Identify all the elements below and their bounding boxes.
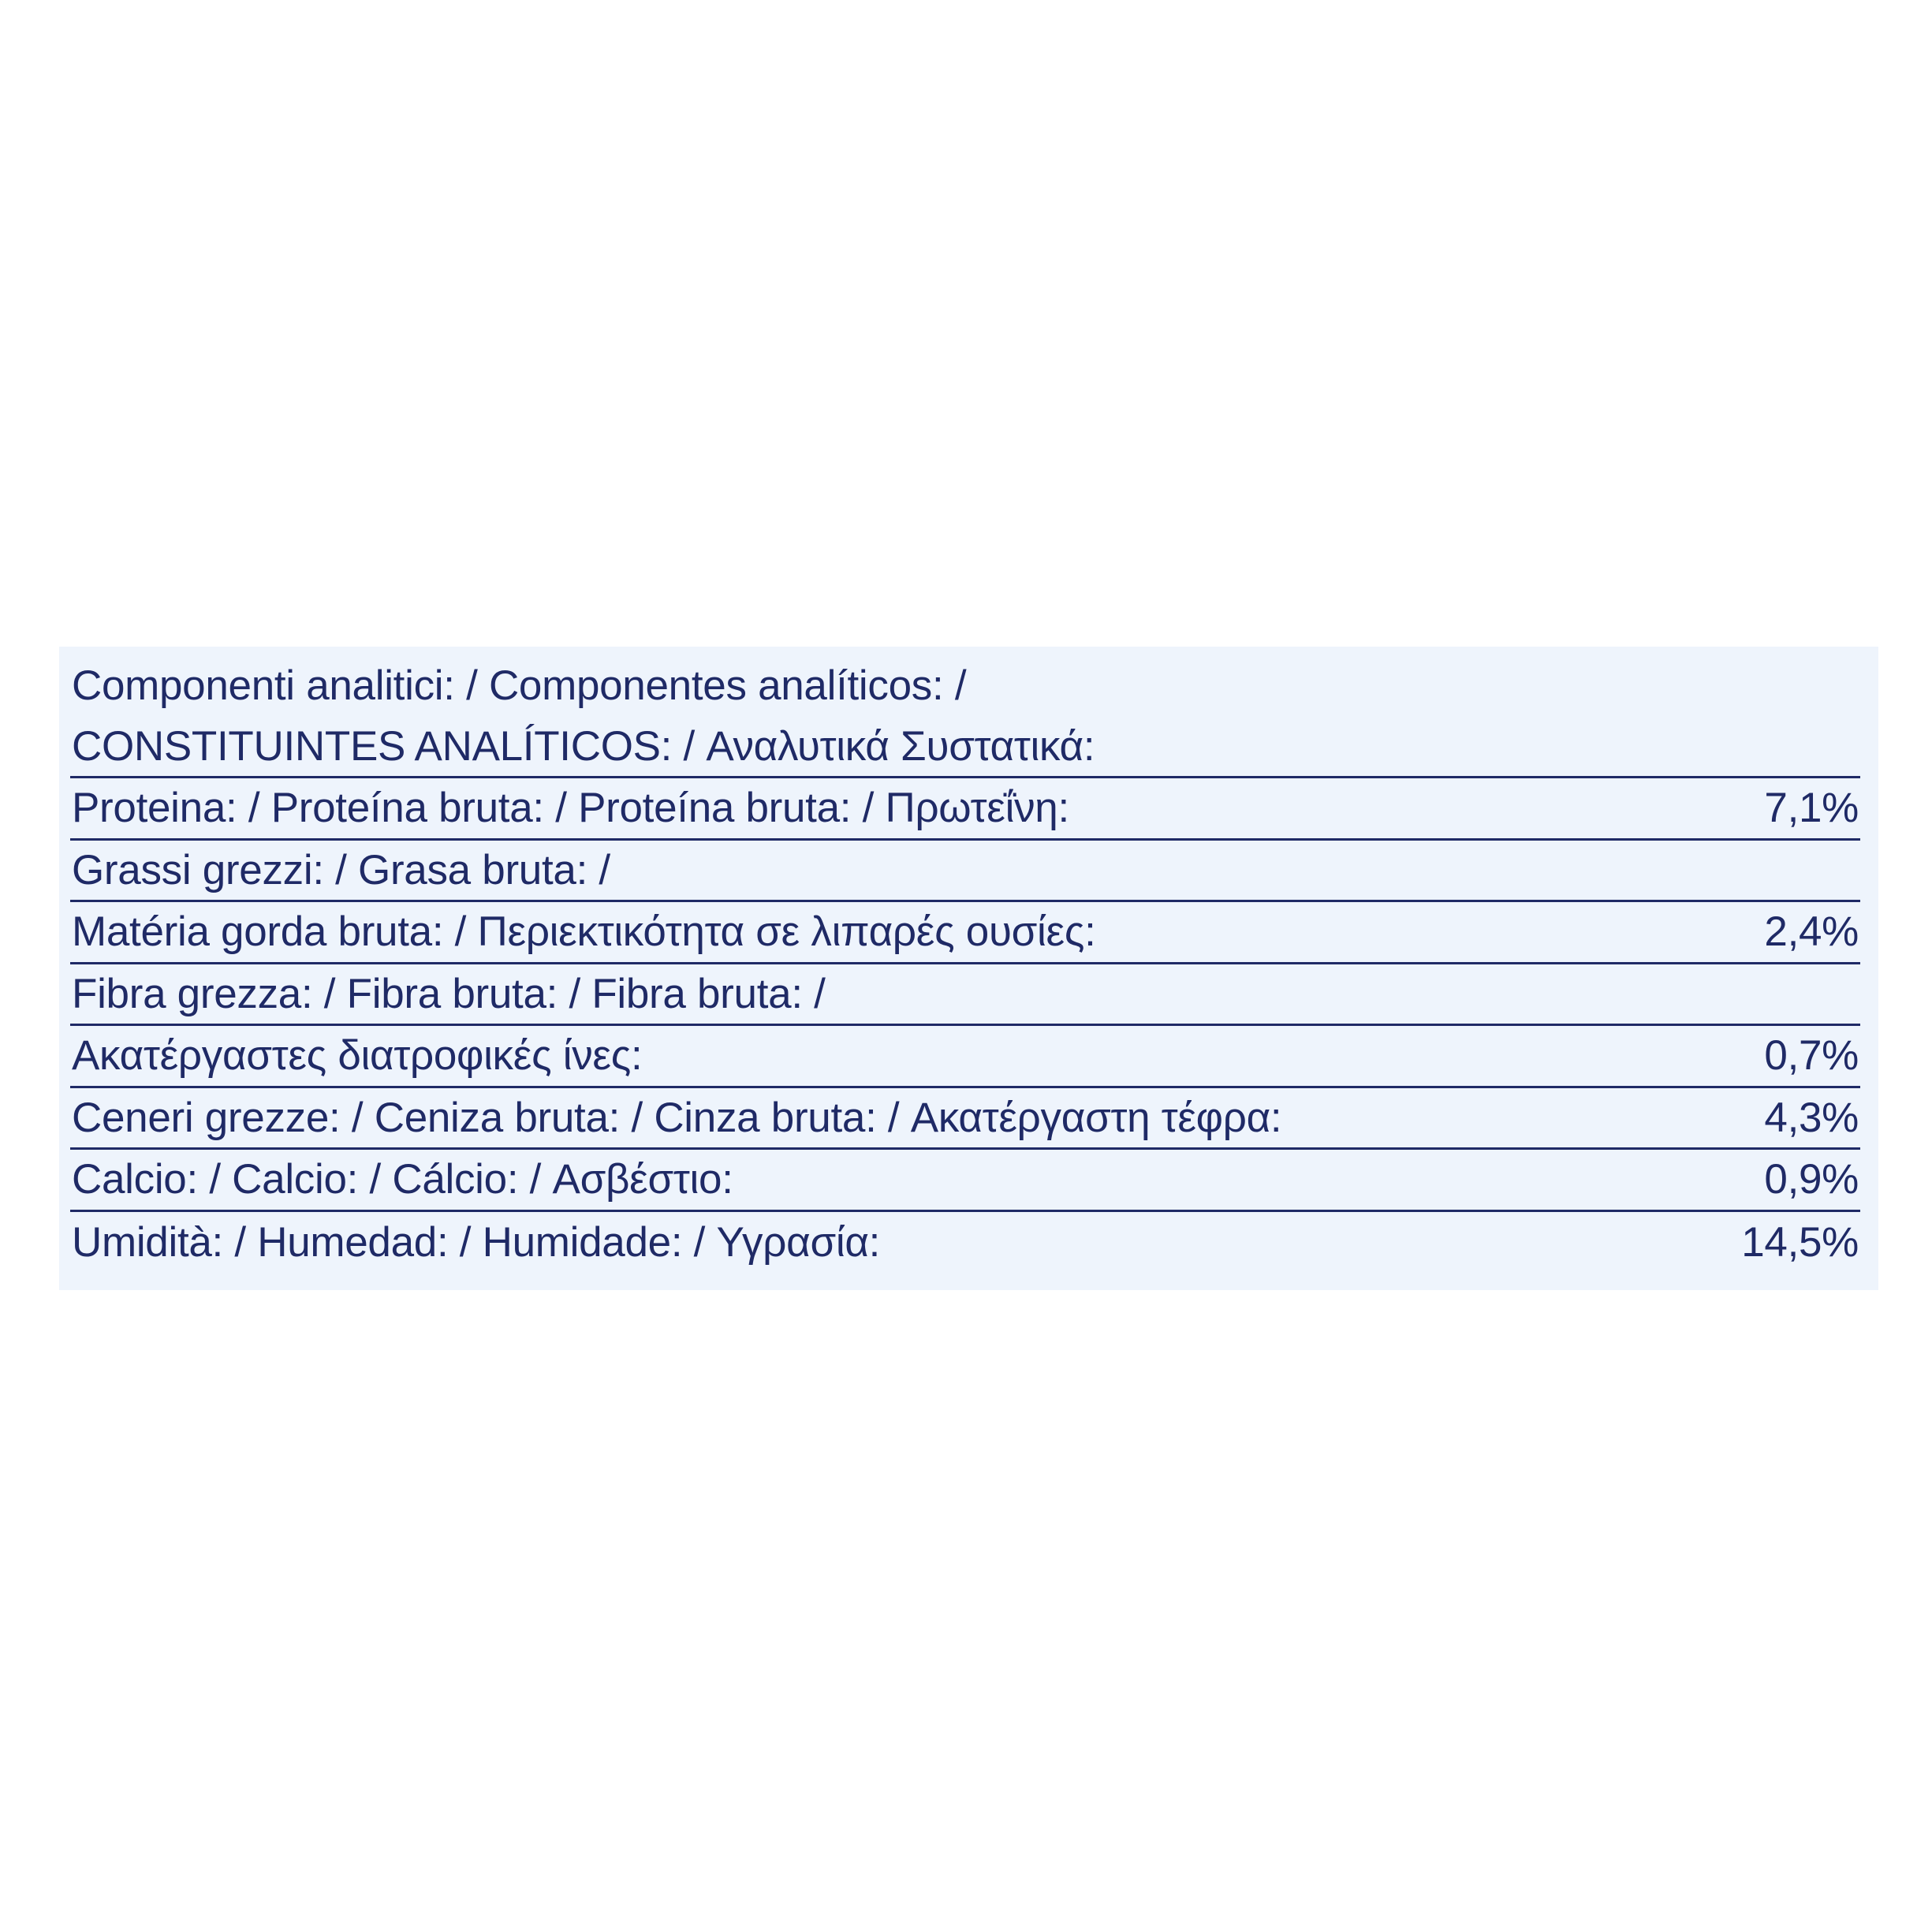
row-label: Ceneri grezze: / Ceniza bruta: / Cinza bruta: / Ακατέργαστη τέφρα:	[72, 1094, 1282, 1141]
heading-text-1: Componenti analitici: / Componentes analíticos: /	[72, 662, 967, 709]
row-value: 0,7%	[1764, 1032, 1859, 1080]
row-label: Proteina: / Proteína bruta: / Proteína bruta: / Πρωτεΐνη:	[72, 785, 1069, 832]
analytical-constituents-panel	[59, 647, 1878, 1290]
row-value: 0,9%	[1764, 1156, 1859, 1203]
heading-line-1	[70, 655, 1860, 717]
row-label: Umidità: / Humedad: / Humidade: / Υγρασία:	[72, 1219, 881, 1266]
row-label: Matéria gorda bruta: / Περιεκτικότητα σε λιπαρές ουσίες:	[72, 908, 1096, 956]
row-label: Calcio: / Calcio: / Cálcio: / Ασβέστιο:	[72, 1156, 733, 1203]
row-label: Fibra grezza: / Fibra bruta: / Fibra bruta: /	[72, 970, 826, 1017]
row-label: Grassi grezzi: / Grasa bruta: /	[72, 846, 610, 893]
row-value: 14,5%	[1741, 1219, 1859, 1266]
table-row	[70, 1088, 1860, 1151]
analytical-constituents-table	[70, 655, 1860, 1274]
table-row	[70, 964, 1860, 1027]
table-row	[70, 1150, 1860, 1212]
row-value: 2,4%	[1764, 908, 1859, 956]
row-label: Ακατέργαστες διατροφικές ίνες:	[72, 1032, 643, 1080]
table-row	[70, 1026, 1860, 1088]
table-row	[70, 1212, 1860, 1274]
table-row	[70, 902, 1860, 964]
row-value: 4,3%	[1764, 1094, 1859, 1141]
table-row	[70, 841, 1860, 903]
table-row	[70, 778, 1860, 841]
row-value: 7,1%	[1764, 785, 1859, 832]
heading-text-2: CONSTITUINTES ANALÍTICOS: / Αναλυτικά Συστατικά:	[72, 722, 1095, 770]
heading-line-2	[70, 717, 1860, 779]
